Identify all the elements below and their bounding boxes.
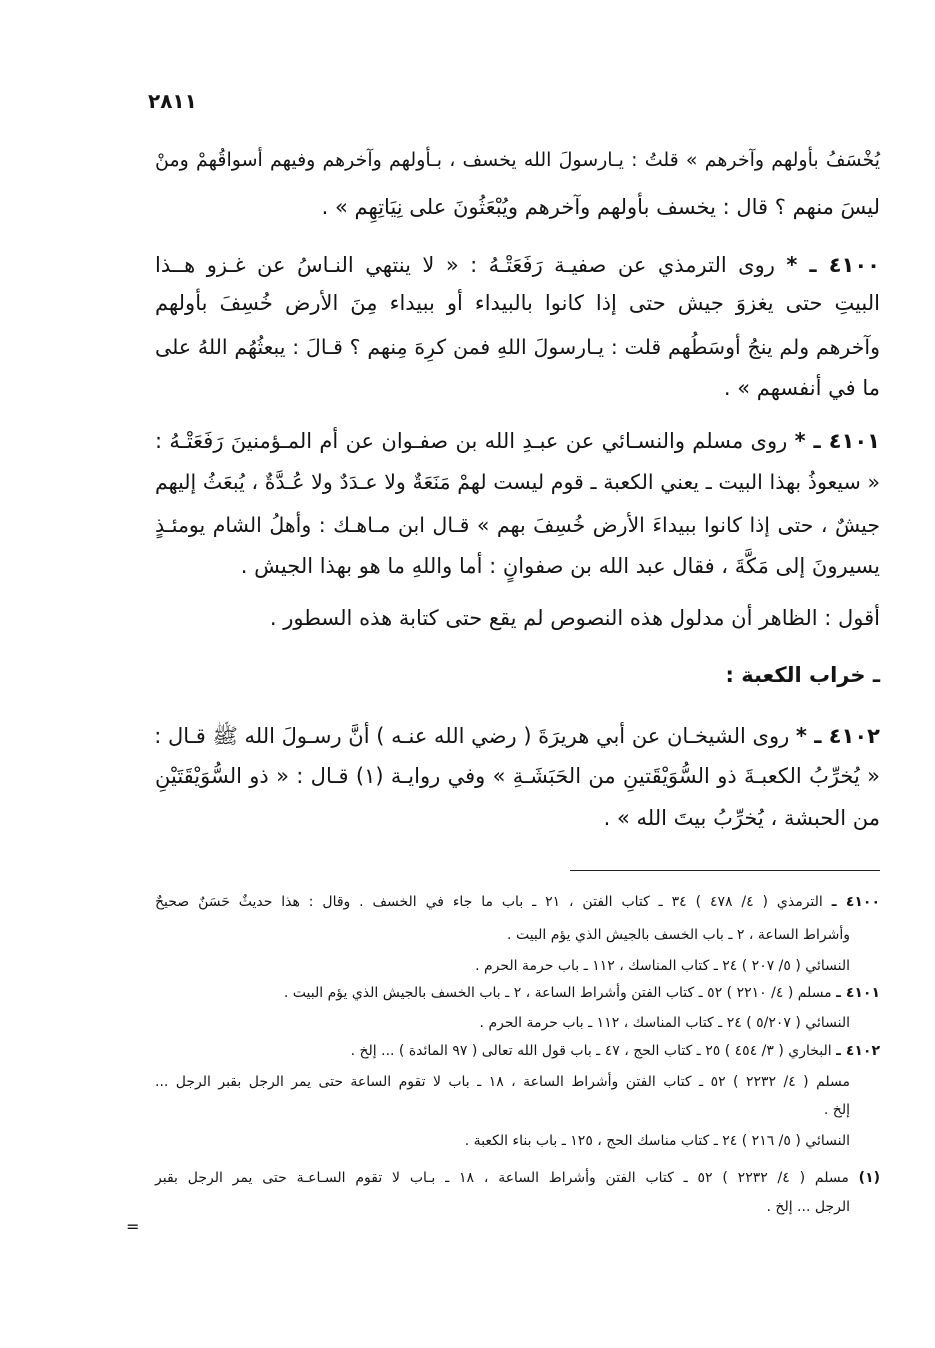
hadith-line: « يُخرِّبُ الكعبـةَ ذو السُّوَيْقَتينِ من الحَبَشَـةِ » وفي روايـة (١) قـال : « ذو السُّوَيْقَتَيْنِ	[155, 764, 880, 788]
continuation-mark: =	[126, 1217, 140, 1236]
hadith-number: ٤١٠١ ـ *	[794, 429, 880, 453]
section-heading: ـ خراب الكعبة :	[725, 663, 880, 687]
footnote-line: النسائي ( ٥/ ٢٠٧ ) ٢٤ ـ كتاب المناسك ، ١١٢ ـ باب حرمة الحرم .	[475, 958, 850, 974]
footnote-divider	[570, 870, 880, 871]
hadith-line	[155, 718, 880, 754]
footnote-line: النسائي ( ٥/ ٢١٦ ) ٢٤ ـ كتاب مناسك الحج ، ١٢٥ ـ باب بناء الكعبة .	[464, 1133, 850, 1149]
footnote-ref: ٤١٠٠ ـ	[831, 894, 880, 910]
hadith-number: ٤١٠٢ ـ *	[795, 724, 880, 748]
footnote-line	[155, 1038, 880, 1064]
hadith-line	[155, 247, 880, 283]
footnote-ref: ٤١٠٢ ـ	[836, 1043, 880, 1059]
continuation-line: يُخْسَفُ بأولهم وآخرهم » قلتُ : يـارسولَ الله يخسف ، بـأولهم وآخرهم وفيهم أسواقُهمْ ومنْ	[155, 149, 880, 171]
author-comment: أقول : الظاهر أن مدلول هذه النصوص لم يقع حتى كتابة هذه السطور .	[269, 606, 880, 630]
hadith-line: يسيرونَ إلى مَكَّةَ ، فقال عبد الله بن صفوانٍ : أما واللهِ ما هو بهذا الجيش .	[240, 554, 880, 578]
hadith-line: البيتِ حتى يغزوَ جيش حتى إذا كانوا بالبيداء أو ببيداء مِنَ الأرض خُسِفَ بأولهم	[155, 291, 880, 315]
hadith-line	[155, 423, 880, 459]
hadith-text: روى الشيخـان عن أبي هريرَةَ ( رضي الله عنـه ) أنَّ رسـولَ الله ﷺ قـال :	[154, 724, 790, 748]
footnote-line: وأشراط الساعة ، ٢ ـ باب الخسف بالجيش الذي يؤم البيت .	[507, 927, 850, 943]
hadith-line: من الحبشة ، يُخرِّبُ بيتَ الله » .	[603, 806, 880, 830]
hadith-text: روى مسلم والنسـائي عن عبـدِ الله بن صفـوان عن أم المـؤمنينَ رَفَعَتْـهُ :	[155, 429, 788, 453]
footnote-line: الرجل ... إلخ .	[766, 1199, 850, 1215]
hadith-line: وآخرهم ولم ينجُ أوسَطُهم قلت : يـارسولَ اللهِ فمن كرِهَ مِنهم ؟ قـالَ : يبعثُهُم اللهُ على	[155, 335, 880, 359]
page-number: ٢٨١١	[148, 89, 197, 113]
footnote-line	[155, 889, 880, 915]
footnote-line	[155, 980, 880, 1006]
footnote-ref: (١)	[858, 1170, 881, 1186]
hadith-text: روى الترمذي عن صفيـة رَفَعَتْـهُ : « لا ينتهي النـاسُ عن غـزو هــذا	[155, 253, 775, 277]
footnote-text: مسلم ( ٤/ ٢٢١٠ ) ٥٢ ـ كتاب الفتن وأشراط الساعة ، ٢ ـ باب الخسف بالجيش الذي يؤم البيت .	[283, 985, 832, 1001]
hadith-line: جيشٌ ، حتى إذا كانوا ببيداءَ الأرض خُسِفَ بهم » قـال ابن مـاهـك : وأهلُ الشام يومئـذٍ	[155, 513, 880, 537]
footnote-text: البخاري ( ٣/ ٤٥٤ ) ٢٥ ـ كتاب الحج ، ٤٧ ـ باب قول الله تعالى ( ٩٧ المائدة ) ... إلخ .	[350, 1043, 832, 1059]
hadith-line: ما في أنفسهم » .	[723, 376, 880, 400]
footnote-line: مسلم ( ٤/ ٢٢٣٢ ) ٥٢ ـ كتاب الفتن وأشراط الساعة ، ١٨ ـ باب لا تقوم الساعة حتى يمر الرجل بقبر الرجل ...	[155, 1074, 851, 1090]
footnote-line: إلخ .	[823, 1102, 850, 1118]
footnote-text: الترمذي ( ٤/ ٤٧٨ ) ٣٤ ـ كتاب الفتن ، ٢١ ـ باب ما جاء في الخسف . وقال : هذا حديثٌ حَسَنٌ صحيحٌ	[155, 894, 823, 910]
footnote-line: النسائي ( ٥/٢٠٧ ) ٢٤ ـ كتاب المناسك ، ١١٢ ـ باب حرمة الحرم .	[479, 1015, 850, 1031]
hadith-number: ٤١٠٠ ـ *	[786, 253, 880, 277]
continuation-line: ليسَ منهم ؟ قال : يخسف بأولهم وآخرهم ويُبْعَثُونَ على نِيَاتِهِم » .	[321, 195, 880, 219]
hadith-line: « سيعوذُ بهذا البيت ـ يعني الكعبة ـ قوم ليست لهمْ مَنَعَةٌ ولا عـدَدٌ ولا عُـدَّةٌ ، يُبعَثُ إليهم	[155, 470, 880, 494]
footnote-line	[155, 1165, 880, 1191]
footnote-text: مسلم ( ٤/ ٢٢٣٢ ) ٥٢ ـ كتاب الفتن وأشراط الساعة ، ١٨ ـ بـاب لا تقوم السـاعـة حتى يمر الرجل بقبر	[155, 1170, 849, 1186]
footnote-ref: ٤١٠١ ـ	[836, 985, 880, 1001]
